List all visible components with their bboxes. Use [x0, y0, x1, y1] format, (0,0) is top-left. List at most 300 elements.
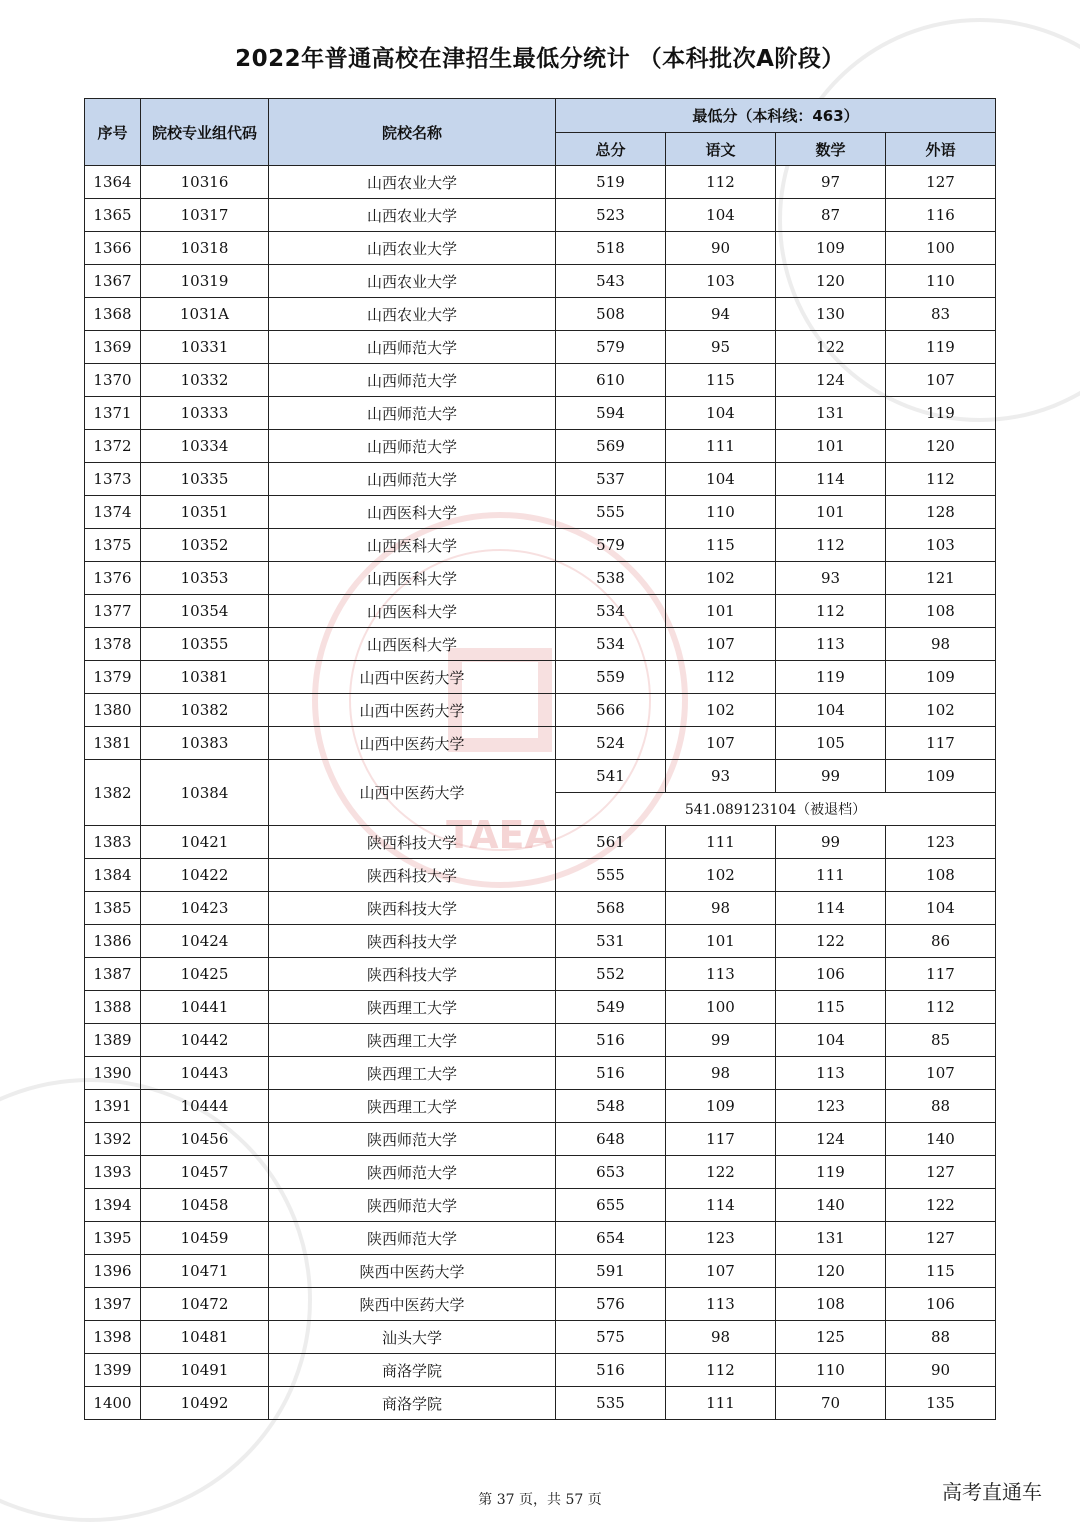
- cell-foreign: 103: [886, 529, 996, 562]
- cell-math: 113: [776, 1057, 886, 1090]
- cell-total: 508: [556, 298, 666, 331]
- cell-school-name: 山西中医药大学: [269, 661, 556, 694]
- cell-foreign: 121: [886, 562, 996, 595]
- cell-seq: 1394: [85, 1189, 141, 1222]
- cell-foreign: 108: [886, 859, 996, 892]
- cell-group-code: 10381: [141, 661, 269, 694]
- cell-chinese: 95: [666, 331, 776, 364]
- cell-math: 119: [776, 1156, 886, 1189]
- cell-seq: 1395: [85, 1222, 141, 1255]
- cell-group-code: 10383: [141, 727, 269, 760]
- table-row: [85, 958, 996, 991]
- watermark-seal-text: TAEA: [446, 813, 554, 857]
- table-row: [85, 760, 996, 793]
- cell-group-code: 10443: [141, 1057, 269, 1090]
- cell-total: 524: [556, 727, 666, 760]
- cell-group-code: 10456: [141, 1123, 269, 1156]
- cell-group-code: 10351: [141, 496, 269, 529]
- cell-school-name: 陕西师范大学: [269, 1189, 556, 1222]
- cell-school-name: 山西师范大学: [269, 364, 556, 397]
- cell-school-name: 山西医科大学: [269, 529, 556, 562]
- cell-math: 99: [776, 760, 886, 793]
- cell-total: 516: [556, 1354, 666, 1387]
- cell-total: 534: [556, 628, 666, 661]
- table-row: [85, 1354, 996, 1387]
- cell-seq: 1396: [85, 1255, 141, 1288]
- cell-chinese: 109: [666, 1090, 776, 1123]
- cell-total: 561: [556, 826, 666, 859]
- cell-group-code: 10457: [141, 1156, 269, 1189]
- table-row: [85, 166, 996, 199]
- table-row: [85, 331, 996, 364]
- cell-seq: 1375: [85, 529, 141, 562]
- table-row: [85, 562, 996, 595]
- cell-total: 541: [556, 760, 666, 793]
- cell-math: 114: [776, 892, 886, 925]
- cell-school-name: 山西师范大学: [269, 331, 556, 364]
- cell-school-name: 陕西师范大学: [269, 1222, 556, 1255]
- table-row: [85, 199, 996, 232]
- cell-seq: 1364: [85, 166, 141, 199]
- cell-chinese: 112: [666, 166, 776, 199]
- cell-group-code: 10422: [141, 859, 269, 892]
- cell-total: 579: [556, 529, 666, 562]
- cell-total: 576: [556, 1288, 666, 1321]
- cell-school-name: 陕西科技大学: [269, 892, 556, 925]
- cell-chinese: 101: [666, 925, 776, 958]
- cell-group-code: 10491: [141, 1354, 269, 1387]
- table-row: [85, 364, 996, 397]
- cell-school-name: 山西师范大学: [269, 430, 556, 463]
- cell-seq: 1368: [85, 298, 141, 331]
- cell-school-name: 陕西科技大学: [269, 958, 556, 991]
- table-row: [85, 265, 996, 298]
- cell-total: 568: [556, 892, 666, 925]
- table-row: [85, 1090, 996, 1123]
- cell-math: 108: [776, 1288, 886, 1321]
- table-row: [85, 991, 996, 1024]
- cell-chinese: 110: [666, 496, 776, 529]
- cell-seq: 1367: [85, 265, 141, 298]
- cell-foreign: 135: [886, 1387, 996, 1420]
- cell-foreign: 109: [886, 661, 996, 694]
- cell-foreign: 117: [886, 958, 996, 991]
- cell-math: 109: [776, 232, 886, 265]
- cell-chinese: 123: [666, 1222, 776, 1255]
- cell-foreign: 88: [886, 1090, 996, 1123]
- cell-group-code: 10421: [141, 826, 269, 859]
- cell-seq: 1384: [85, 859, 141, 892]
- cell-seq: 1398: [85, 1321, 141, 1354]
- cell-chinese: 102: [666, 694, 776, 727]
- cell-seq: 1382: [85, 760, 141, 826]
- table-body: [85, 166, 996, 1420]
- page-footer: 第 37 页，共 57 页: [478, 1492, 602, 1508]
- table-row: [85, 1255, 996, 1288]
- table-row: [85, 595, 996, 628]
- table-row: [85, 1024, 996, 1057]
- cell-school-name: 山西农业大学: [269, 199, 556, 232]
- cell-total: 653: [556, 1156, 666, 1189]
- table-row: [85, 529, 996, 562]
- cell-math: 113: [776, 628, 886, 661]
- cell-chinese: 115: [666, 364, 776, 397]
- cell-group-code: 10331: [141, 331, 269, 364]
- cell-foreign: 127: [886, 166, 996, 199]
- cell-school-name: 山西中医药大学: [269, 727, 556, 760]
- cell-math: 110: [776, 1354, 886, 1387]
- cell-school-name: 陕西理工大学: [269, 1057, 556, 1090]
- cell-school-name: 陕西中医药大学: [269, 1255, 556, 1288]
- cell-math: 112: [776, 529, 886, 562]
- cell-foreign: 112: [886, 991, 996, 1024]
- table-row: [85, 1057, 996, 1090]
- cell-total: 538: [556, 562, 666, 595]
- cell-group-code: 10442: [141, 1024, 269, 1057]
- cell-math: 131: [776, 1222, 886, 1255]
- cell-seq: 1397: [85, 1288, 141, 1321]
- cell-chinese: 112: [666, 661, 776, 694]
- cell-group-code: 10316: [141, 166, 269, 199]
- cell-chinese: 102: [666, 859, 776, 892]
- cell-foreign: 90: [886, 1354, 996, 1387]
- cell-seq: 1372: [85, 430, 141, 463]
- cell-group-code: 10353: [141, 562, 269, 595]
- cell-total: 591: [556, 1255, 666, 1288]
- cell-math: 122: [776, 925, 886, 958]
- cell-foreign: 117: [886, 727, 996, 760]
- cell-chinese: 115: [666, 529, 776, 562]
- header-total: 总分: [556, 133, 666, 166]
- cell-math: 87: [776, 199, 886, 232]
- cell-school-name: 山西医科大学: [269, 628, 556, 661]
- cell-foreign: 109: [886, 760, 996, 793]
- table-row: [85, 232, 996, 265]
- cell-chinese: 114: [666, 1189, 776, 1222]
- header-math: 数学: [776, 133, 886, 166]
- cell-chinese: 104: [666, 397, 776, 430]
- cell-chinese: 100: [666, 991, 776, 1024]
- cell-school-name: 陕西理工大学: [269, 1024, 556, 1057]
- header-seq: 序号: [85, 99, 141, 166]
- cell-foreign: 127: [886, 1156, 996, 1189]
- cell-chinese: 107: [666, 628, 776, 661]
- cell-group-code: 10459: [141, 1222, 269, 1255]
- cell-total: 531: [556, 925, 666, 958]
- cell-seq: 1374: [85, 496, 141, 529]
- cell-seq: 1383: [85, 826, 141, 859]
- table-row: [85, 1189, 996, 1222]
- cell-chinese: 111: [666, 430, 776, 463]
- cell-math: 124: [776, 364, 886, 397]
- cell-group-code: 10319: [141, 265, 269, 298]
- cell-chinese: 102: [666, 562, 776, 595]
- cell-math: 70: [776, 1387, 886, 1420]
- table-row: [85, 1156, 996, 1189]
- cell-school-name: 山西医科大学: [269, 562, 556, 595]
- cell-total: 579: [556, 331, 666, 364]
- cell-math: 122: [776, 331, 886, 364]
- cell-school-name: 山西农业大学: [269, 265, 556, 298]
- header-foreign: 外语: [886, 133, 996, 166]
- cell-math: 131: [776, 397, 886, 430]
- cell-total: 552: [556, 958, 666, 991]
- cell-chinese: 117: [666, 1123, 776, 1156]
- cell-seq: 1371: [85, 397, 141, 430]
- cell-school-name: 山西农业大学: [269, 232, 556, 265]
- cell-seq: 1399: [85, 1354, 141, 1387]
- cell-chinese: 113: [666, 958, 776, 991]
- cell-school-name: 陕西师范大学: [269, 1123, 556, 1156]
- cell-seq: 1379: [85, 661, 141, 694]
- cell-foreign: 110: [886, 265, 996, 298]
- cell-seq: 1381: [85, 727, 141, 760]
- cell-group-code: 10355: [141, 628, 269, 661]
- cell-total: 537: [556, 463, 666, 496]
- cell-total: 555: [556, 859, 666, 892]
- cell-school-name: 陕西中医药大学: [269, 1288, 556, 1321]
- cell-math: 101: [776, 496, 886, 529]
- cell-school-name: 山西中医药大学: [269, 694, 556, 727]
- cell-foreign: 85: [886, 1024, 996, 1057]
- cell-foreign: 106: [886, 1288, 996, 1321]
- cell-school-name: 山西农业大学: [269, 298, 556, 331]
- cell-seq: 1400: [85, 1387, 141, 1420]
- cell-total: 610: [556, 364, 666, 397]
- table-row: [85, 826, 996, 859]
- cell-total: 594: [556, 397, 666, 430]
- cell-foreign: 115: [886, 1255, 996, 1288]
- cell-chinese: 94: [666, 298, 776, 331]
- cell-math: 93: [776, 562, 886, 595]
- cell-foreign: 86: [886, 925, 996, 958]
- cell-group-code: 10318: [141, 232, 269, 265]
- cell-seq: 1377: [85, 595, 141, 628]
- cell-total: 655: [556, 1189, 666, 1222]
- cell-seq: 1389: [85, 1024, 141, 1057]
- cell-total: 569: [556, 430, 666, 463]
- cell-foreign: 140: [886, 1123, 996, 1156]
- cell-chinese: 101: [666, 595, 776, 628]
- cell-group-code: 10424: [141, 925, 269, 958]
- cell-total: 654: [556, 1222, 666, 1255]
- cell-group-code: 10423: [141, 892, 269, 925]
- cell-total: 516: [556, 1057, 666, 1090]
- cell-total: 559: [556, 661, 666, 694]
- cell-group-code: 10334: [141, 430, 269, 463]
- cell-total: 535: [556, 1387, 666, 1420]
- cell-seq: 1387: [85, 958, 141, 991]
- cell-seq: 1369: [85, 331, 141, 364]
- cell-chinese: 107: [666, 727, 776, 760]
- cell-total: 516: [556, 1024, 666, 1057]
- cell-math: 124: [776, 1123, 886, 1156]
- cell-math: 104: [776, 1024, 886, 1057]
- cell-school-name: 商洛学院: [269, 1354, 556, 1387]
- cell-foreign: 83: [886, 298, 996, 331]
- cell-foreign: 128: [886, 496, 996, 529]
- cell-math: 115: [776, 991, 886, 1024]
- table-row: [85, 397, 996, 430]
- cell-total: 534: [556, 595, 666, 628]
- table-row: [85, 925, 996, 958]
- table-row: [85, 1288, 996, 1321]
- header-chinese: 语文: [666, 133, 776, 166]
- cell-foreign: 102: [886, 694, 996, 727]
- cell-total: 543: [556, 265, 666, 298]
- cell-math: 123: [776, 1090, 886, 1123]
- cell-foreign: 122: [886, 1189, 996, 1222]
- cell-chinese: 111: [666, 1387, 776, 1420]
- table-row: [85, 298, 996, 331]
- table-row: [85, 1387, 996, 1420]
- cell-school-name: 陕西科技大学: [269, 859, 556, 892]
- cell-school-name: 陕西科技大学: [269, 826, 556, 859]
- cell-chinese: 112: [666, 1354, 776, 1387]
- cell-group-code: 10425: [141, 958, 269, 991]
- cell-group-code: 10382: [141, 694, 269, 727]
- cell-math: 106: [776, 958, 886, 991]
- cell-total: 548: [556, 1090, 666, 1123]
- cell-group-code: 10472: [141, 1288, 269, 1321]
- cell-math: 112: [776, 595, 886, 628]
- table-row: [85, 661, 996, 694]
- cell-school-name: 山西中医药大学: [269, 760, 556, 826]
- cell-math: 101: [776, 430, 886, 463]
- cell-seq: 1366: [85, 232, 141, 265]
- cell-total: 555: [556, 496, 666, 529]
- cell-group-code: 10444: [141, 1090, 269, 1123]
- cell-math: 125: [776, 1321, 886, 1354]
- table-row: [85, 496, 996, 529]
- cell-seq: 1392: [85, 1123, 141, 1156]
- table-row: [85, 628, 996, 661]
- cell-seq: 1376: [85, 562, 141, 595]
- cell-seq: 1378: [85, 628, 141, 661]
- cell-chinese: 107: [666, 1255, 776, 1288]
- cell-seq: 1380: [85, 694, 141, 727]
- cell-group-code: 10352: [141, 529, 269, 562]
- cell-group-code: 10354: [141, 595, 269, 628]
- cell-school-name: 陕西科技大学: [269, 925, 556, 958]
- cell-seq: 1370: [85, 364, 141, 397]
- cell-math: 105: [776, 727, 886, 760]
- cell-chinese: 98: [666, 892, 776, 925]
- cell-foreign: 107: [886, 364, 996, 397]
- cell-group-code: 10458: [141, 1189, 269, 1222]
- table-row: [85, 1321, 996, 1354]
- cell-group-code: 10335: [141, 463, 269, 496]
- cell-total: 575: [556, 1321, 666, 1354]
- cell-seq: 1385: [85, 892, 141, 925]
- cell-foreign: 123: [886, 826, 996, 859]
- table-row: [85, 463, 996, 496]
- cell-foreign: 119: [886, 397, 996, 430]
- cell-chinese: 98: [666, 1057, 776, 1090]
- header-group-code: 院校专业组代码: [141, 99, 269, 166]
- cell-foreign: 119: [886, 331, 996, 364]
- cell-group-code: 10471: [141, 1255, 269, 1288]
- cell-chinese: 111: [666, 826, 776, 859]
- cell-math: 120: [776, 1255, 886, 1288]
- cell-math: 114: [776, 463, 886, 496]
- cell-math: 120: [776, 265, 886, 298]
- cell-foreign: 88: [886, 1321, 996, 1354]
- cell-math: 111: [776, 859, 886, 892]
- cell-seq: 1388: [85, 991, 141, 1024]
- cell-foreign: 104: [886, 892, 996, 925]
- cell-seq: 1393: [85, 1156, 141, 1189]
- cell-group-code: 10384: [141, 760, 269, 826]
- cell-foreign: 116: [886, 199, 996, 232]
- cell-chinese: 90: [666, 232, 776, 265]
- cell-math: 99: [776, 826, 886, 859]
- cell-total: 566: [556, 694, 666, 727]
- cell-total: 549: [556, 991, 666, 1024]
- cell-group-code: 1031A: [141, 298, 269, 331]
- cell-group-code: 10333: [141, 397, 269, 430]
- cell-total: 519: [556, 166, 666, 199]
- cell-chinese: 103: [666, 265, 776, 298]
- cell-chinese: 104: [666, 463, 776, 496]
- cell-seq: 1365: [85, 199, 141, 232]
- table-row: [85, 859, 996, 892]
- cell-chinese: 93: [666, 760, 776, 793]
- cell-foreign: 107: [886, 1057, 996, 1090]
- table-row: [85, 1123, 996, 1156]
- cell-group-code: 10332: [141, 364, 269, 397]
- cell-seq: 1390: [85, 1057, 141, 1090]
- score-table: [84, 98, 996, 1420]
- cell-school-name: 山西医科大学: [269, 595, 556, 628]
- cell-foreign: 120: [886, 430, 996, 463]
- cell-school-name: 陕西理工大学: [269, 1090, 556, 1123]
- cell-chinese: 113: [666, 1288, 776, 1321]
- cell-group-code: 10492: [141, 1387, 269, 1420]
- cell-school-name: 汕头大学: [269, 1321, 556, 1354]
- cell-school-name: 山西师范大学: [269, 397, 556, 430]
- cell-chinese: 122: [666, 1156, 776, 1189]
- header-min-score: 最低分（本科线：463）: [556, 99, 996, 133]
- cell-math: 119: [776, 661, 886, 694]
- cell-chinese: 98: [666, 1321, 776, 1354]
- page-title: 2022年普通高校在津招生最低分统计 （本科批次A阶段）: [235, 46, 845, 72]
- cell-group-code: 10481: [141, 1321, 269, 1354]
- cell-math: 140: [776, 1189, 886, 1222]
- cell-math: 130: [776, 298, 886, 331]
- table-row: [85, 694, 996, 727]
- cell-school-name: 陕西理工大学: [269, 991, 556, 1024]
- cell-math: 97: [776, 166, 886, 199]
- brand-label: 高考直通车: [942, 1480, 1042, 1504]
- cell-foreign: 98: [886, 628, 996, 661]
- cell-chinese: 99: [666, 1024, 776, 1057]
- cell-school-name: 山西师范大学: [269, 463, 556, 496]
- cell-seq: 1391: [85, 1090, 141, 1123]
- cell-total: 523: [556, 199, 666, 232]
- table-row: [85, 727, 996, 760]
- cell-group-code: 10317: [141, 199, 269, 232]
- cell-foreign: 112: [886, 463, 996, 496]
- cell-school-name: 商洛学院: [269, 1387, 556, 1420]
- cell-foreign: 108: [886, 595, 996, 628]
- cell-school-name: 山西医科大学: [269, 496, 556, 529]
- table-row: [85, 1222, 996, 1255]
- table-row: [85, 430, 996, 463]
- cell-foreign: 127: [886, 1222, 996, 1255]
- cell-foreign: 100: [886, 232, 996, 265]
- cell-school-name: 陕西师范大学: [269, 1156, 556, 1189]
